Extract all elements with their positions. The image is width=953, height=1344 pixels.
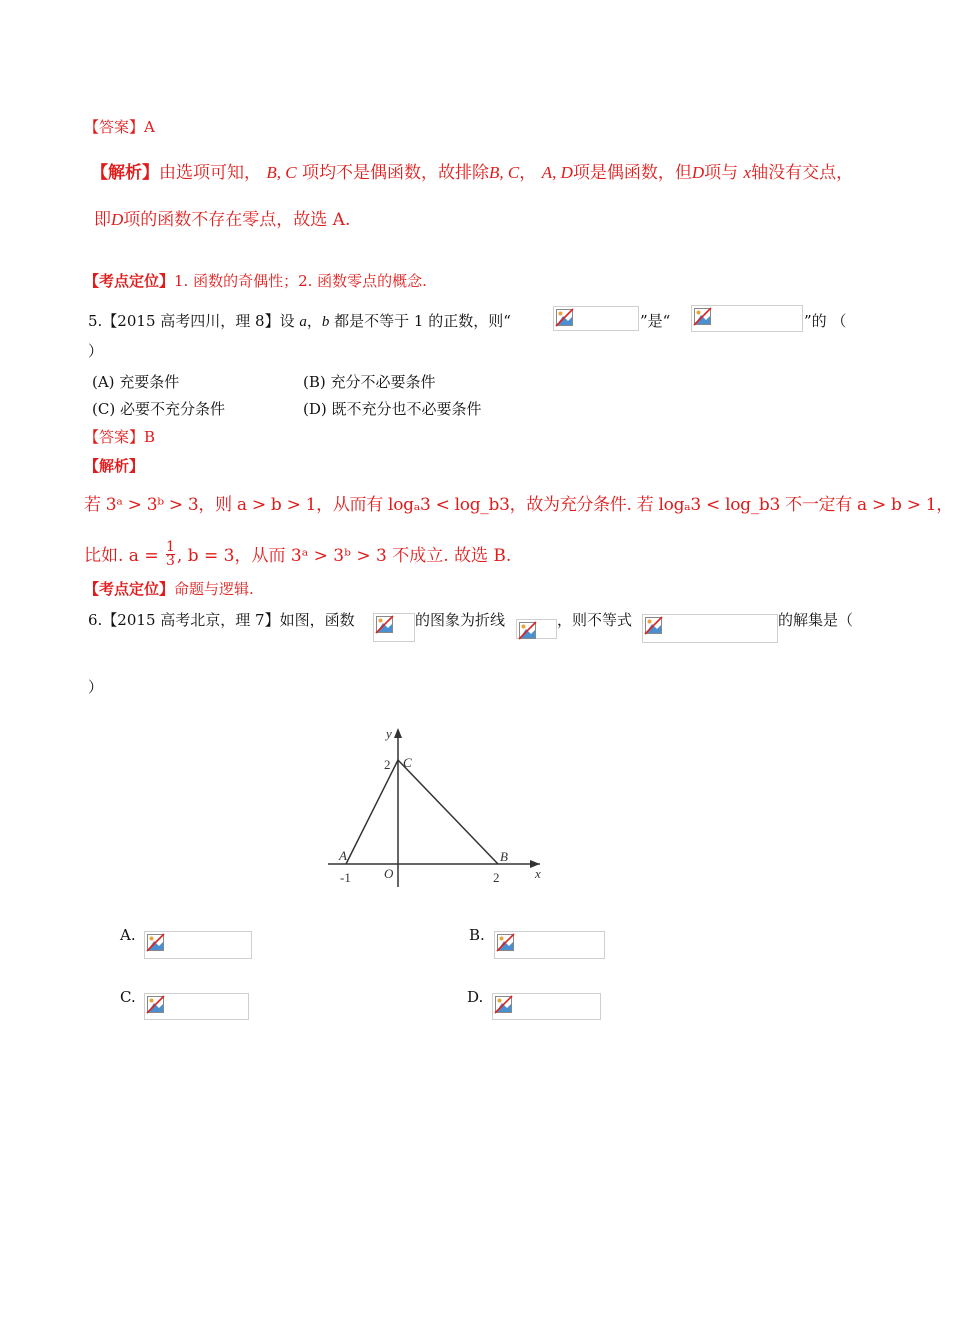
q4-a1-m1: B, C (266, 163, 297, 182)
q4-a1-t3: ， (519, 163, 537, 183)
broken-image-icon (495, 996, 512, 1013)
broken-image-icon (147, 996, 164, 1013)
q5-stem (88, 310, 511, 331)
q6-stem-c: ，则不等式 (557, 611, 633, 629)
q6-formula-image-2 (516, 619, 557, 639)
point-c-label: C (403, 755, 412, 770)
q5-analysis-line2 (84, 539, 512, 569)
q6-choice-a-label: A. (120, 926, 136, 944)
q6-formula-image-3 (642, 614, 778, 643)
q4-a1-m5: x (743, 163, 752, 182)
q4-kaodian (84, 270, 427, 291)
q5-sep: ， (306, 312, 322, 330)
q5-kaodian (84, 578, 254, 599)
broken-image-icon (519, 622, 536, 639)
x-axis-label: x (535, 866, 541, 881)
q6-choice-b-image (494, 931, 605, 959)
q6-stem-d: 的解集是（ (778, 611, 854, 629)
broken-image-icon (497, 934, 514, 951)
q6-choice-d-label: D. (467, 988, 484, 1006)
q6-stem-a: 6.【2015 高考北京，理 7】如图，函数 (88, 611, 355, 629)
q4-a1-m4: D (691, 163, 705, 182)
point-b-label: B (500, 849, 508, 864)
q4-a1-t6: 轴没有交点， (751, 163, 854, 183)
q5-option-a: (A) 充要条件 (92, 373, 180, 391)
q4-kaodian-text: 1. 函数的奇偶性；2. 函数零点的概念. (174, 272, 427, 290)
q4-a1-t4: 项是偶函数，但 (572, 163, 692, 183)
q5-close: ） (88, 342, 104, 360)
point-a-label: A (339, 848, 347, 863)
q4-kaodian-tag: 【考点定位】 (84, 272, 175, 290)
q6-stem-b: 的图象为折线 (415, 611, 506, 629)
q5-analysis-line1: 若 3ᵃ > 3ᵇ > 3，则 a > b > 1，从而有 logₐ3 < log_b3，故为充分条件. 若 logₐ3 < log_b3 不一定有 a > b > 1， (84, 495, 953, 515)
q4-a1-t1: 由选项可知， (159, 163, 261, 183)
broken-image-icon (556, 309, 573, 326)
q5-var-b: b (321, 314, 330, 330)
y-axis-arrow-icon (394, 728, 402, 738)
q4-a1-m3: A, D (541, 163, 573, 182)
q5-analysis-tag: 【解析】 (84, 457, 145, 475)
broken-image-icon (376, 616, 393, 633)
q5-stem-c: ”是“ (640, 312, 671, 330)
q5-option-d: (D) 既不充分也不必要条件 (303, 400, 482, 418)
q4-a2-t1: 即 (94, 210, 111, 230)
q5-frac-den: 3 (166, 553, 175, 569)
q4-a1-t5: 项与 (704, 163, 739, 183)
tick-x-2: 2 (493, 870, 500, 885)
q5-answer: 【答案】B (84, 428, 156, 446)
q5-a2-b: , b = 3，从而 3ᵃ > 3ᵇ > 3 不成立. 故选 B. (176, 546, 512, 566)
q6-close: ） (88, 678, 104, 696)
polyline-ACB (346, 760, 498, 864)
origin-label: O (384, 866, 394, 881)
broken-image-icon (147, 934, 164, 951)
q6-choice-c-label: C. (120, 988, 136, 1006)
broken-image-icon (645, 617, 662, 634)
q4-a2-m1: D (111, 210, 124, 229)
q5-formula-image-1 (553, 306, 639, 331)
q5-fraction (166, 539, 175, 569)
q5-option-c: (C) 必要不充分条件 (92, 400, 225, 418)
q5-kaodian-text: 命题与逻辑. (174, 580, 254, 598)
q5-stem-d: ”的 （ (804, 312, 847, 330)
q5-frac-num: 1 (166, 539, 175, 555)
tick-x-neg1: -1 (340, 870, 351, 885)
q6-choice-d-image (492, 993, 601, 1020)
q6-choice-b-label: B. (469, 926, 485, 944)
y-axis-label: y (386, 726, 392, 741)
q4-analysis-line2 (94, 205, 350, 230)
q4-answer: 【答案】A (84, 118, 155, 136)
q5-kaodian-tag: 【考点定位】 (84, 580, 175, 598)
q4-a2-t2: 项的函数不存在零点，故选 A. (123, 210, 351, 230)
q6-choice-a-image (144, 931, 252, 959)
q5-option-b: (B) 充分不必要条件 (303, 373, 436, 391)
q6-graph (320, 722, 560, 892)
q5-stem-a: 5.【2015 高考四川，理 8】设 (88, 312, 300, 330)
tick-y-2: 2 (384, 757, 391, 772)
q6-choice-c-image (144, 993, 249, 1020)
q4-a1-t2: 项均不是偶函数，故排除 (302, 163, 490, 183)
q4-analysis-tag: 【解析】 (91, 163, 159, 183)
q6-formula-image-1 (373, 613, 415, 642)
q5-formula-image-2 (691, 305, 803, 332)
broken-image-icon (694, 308, 711, 325)
q5-var-a: a (299, 314, 307, 330)
q4-a1-m2: B, C (489, 163, 520, 182)
q4-analysis-line1 (91, 158, 853, 183)
q5-a2-a: 比如. a = (84, 546, 164, 566)
q5-stem-b: 都是不等于 1 的正数，则“ (329, 312, 511, 330)
